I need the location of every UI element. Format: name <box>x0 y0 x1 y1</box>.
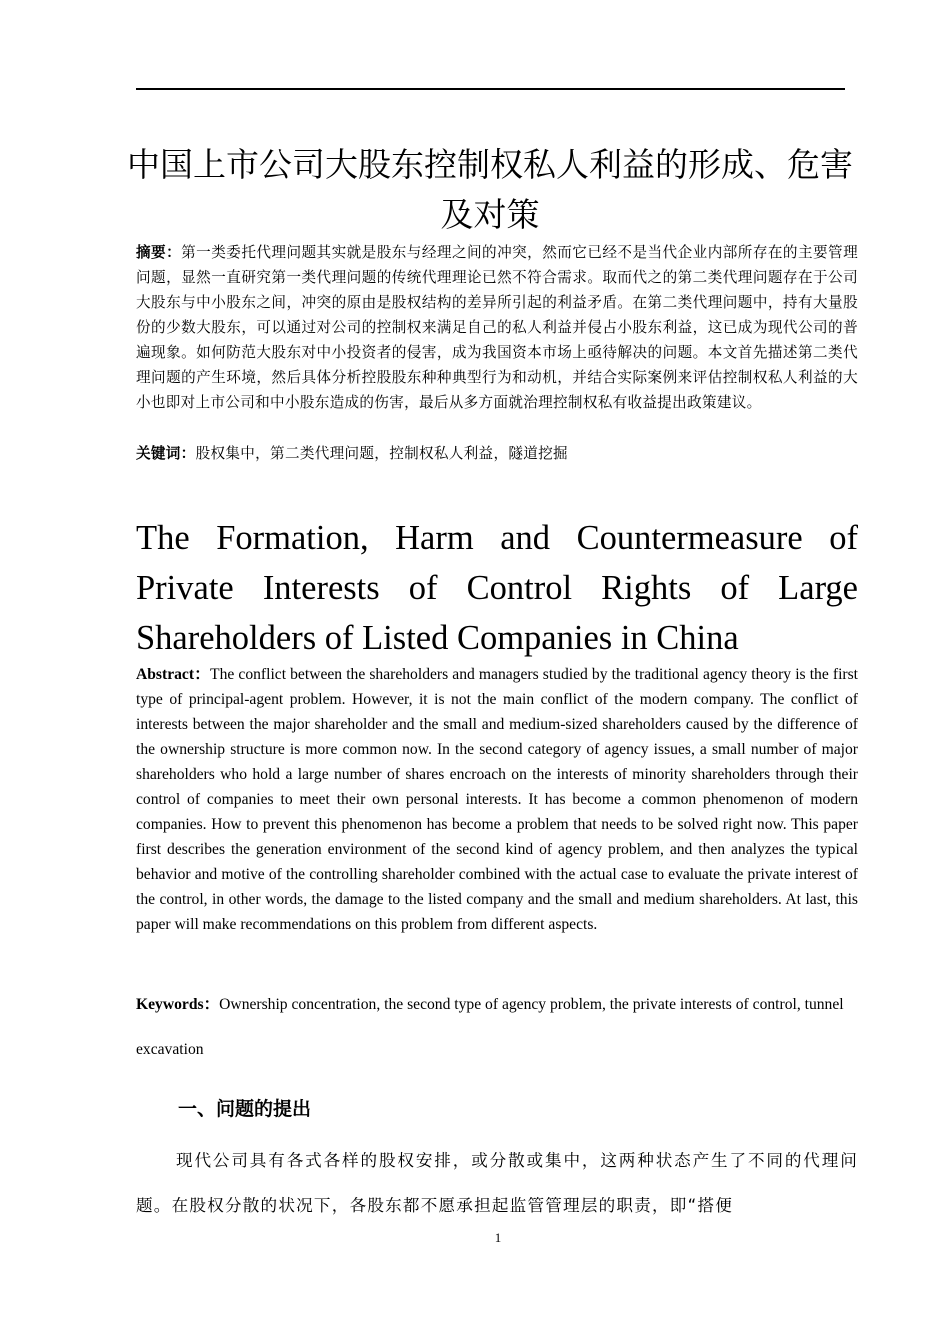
chinese-abstract <box>136 240 858 415</box>
header-rule <box>136 88 845 90</box>
body-paragraph: 现代公司具有各式各样的股权安排，或分散或集中，这两种状态产生了不同的代理问题。在股权分散的状况下，各股东都不愿承担起监管管理层的职责，即“搭便 <box>136 1151 858 1215</box>
english-keywords-label: Keywords： <box>136 996 220 1013</box>
chinese-title: 中国上市公司大股东控制权私人利益的形成、危害及对策 <box>127 145 853 234</box>
chinese-keywords-label: 关键词： <box>136 445 196 462</box>
english-abstract-label: Abstract： <box>136 666 211 683</box>
section-heading: 一、问题的提出 <box>178 1098 312 1120</box>
english-keywords <box>136 982 858 1072</box>
chinese-abstract-text: 第一类委托代理问题其实就是股东与经理之间的冲突，然而它已经不是当代企业内部所存在的主要管理问题，显然一直研究第一类代理问题的传统代理理论已然不符合需求。取而代之的第二类代理问题存在于公司大股东与中小股东之间，冲突的原由是股权结构的差异所引起的利益矛盾。在第二类代理问题中，持有大量股份的少数大股东，可以通过对公司的控制权来满足自己的私人利益并侵占小股东利益，这已成为现代公司的普遍现象。如何防范大股东对中小投资者的侵害，成为我国资本市场上亟待解决的问题。本文首先描述第二类代理问题的产生环境，然后具体分析控股股东种种典型行为和动机，并结合实际案例来评估控制权私人利益的大小也即对上市公司和中小股东造成的伤害，最后从多方面就治理控制权私有收益提出政策建议。 <box>136 244 858 411</box>
chinese-keywords-text: 股权集中，第二类代理问题，控制权私人利益，隧道挖掘 <box>195 445 568 462</box>
english-abstract-text: The conflict between the shareholders and managers studied by the traditional agency theory is the first type of principal-agent problem. However, it is not the main conflict of the modern company. The conflict of interests between the major shareholder and the small and medium-sized shareholders caused by the difference of the ownership structure is more common now. In the second category of agency issues, a small number of major shareholders who hold a large number of shares encroach on the interests of minority shareholders through their control of companies to meet their own personal interests. It has become a common phenomenon of modern companies. How to prevent this phenomenon has become a problem that needs to be solved right now. This paper first describes the generation environment of the second kind of agency problem, and then analyzes the typical behavior and motive of the controlling shareholder combined with the actual case to evaluate the private interest of the control, in other words, the damage to the listed company and the small and medium shareholders. At last, this paper will make recommendations on this problem from different aspects. <box>136 666 858 933</box>
english-abstract <box>136 662 858 937</box>
chinese-keywords <box>136 441 858 466</box>
chinese-abstract-label: 摘要： <box>136 244 182 261</box>
english-keywords-text: Ownership concentration, the second type of agency problem, the private interests of control, tunnel excavation <box>136 996 844 1058</box>
english-title: The Formation, Harm and Countermeasure of Private Interests of Control Rights of Large Shareholders of Listed Companies in China <box>136 519 858 657</box>
page-number: 1 <box>494 1230 502 1245</box>
